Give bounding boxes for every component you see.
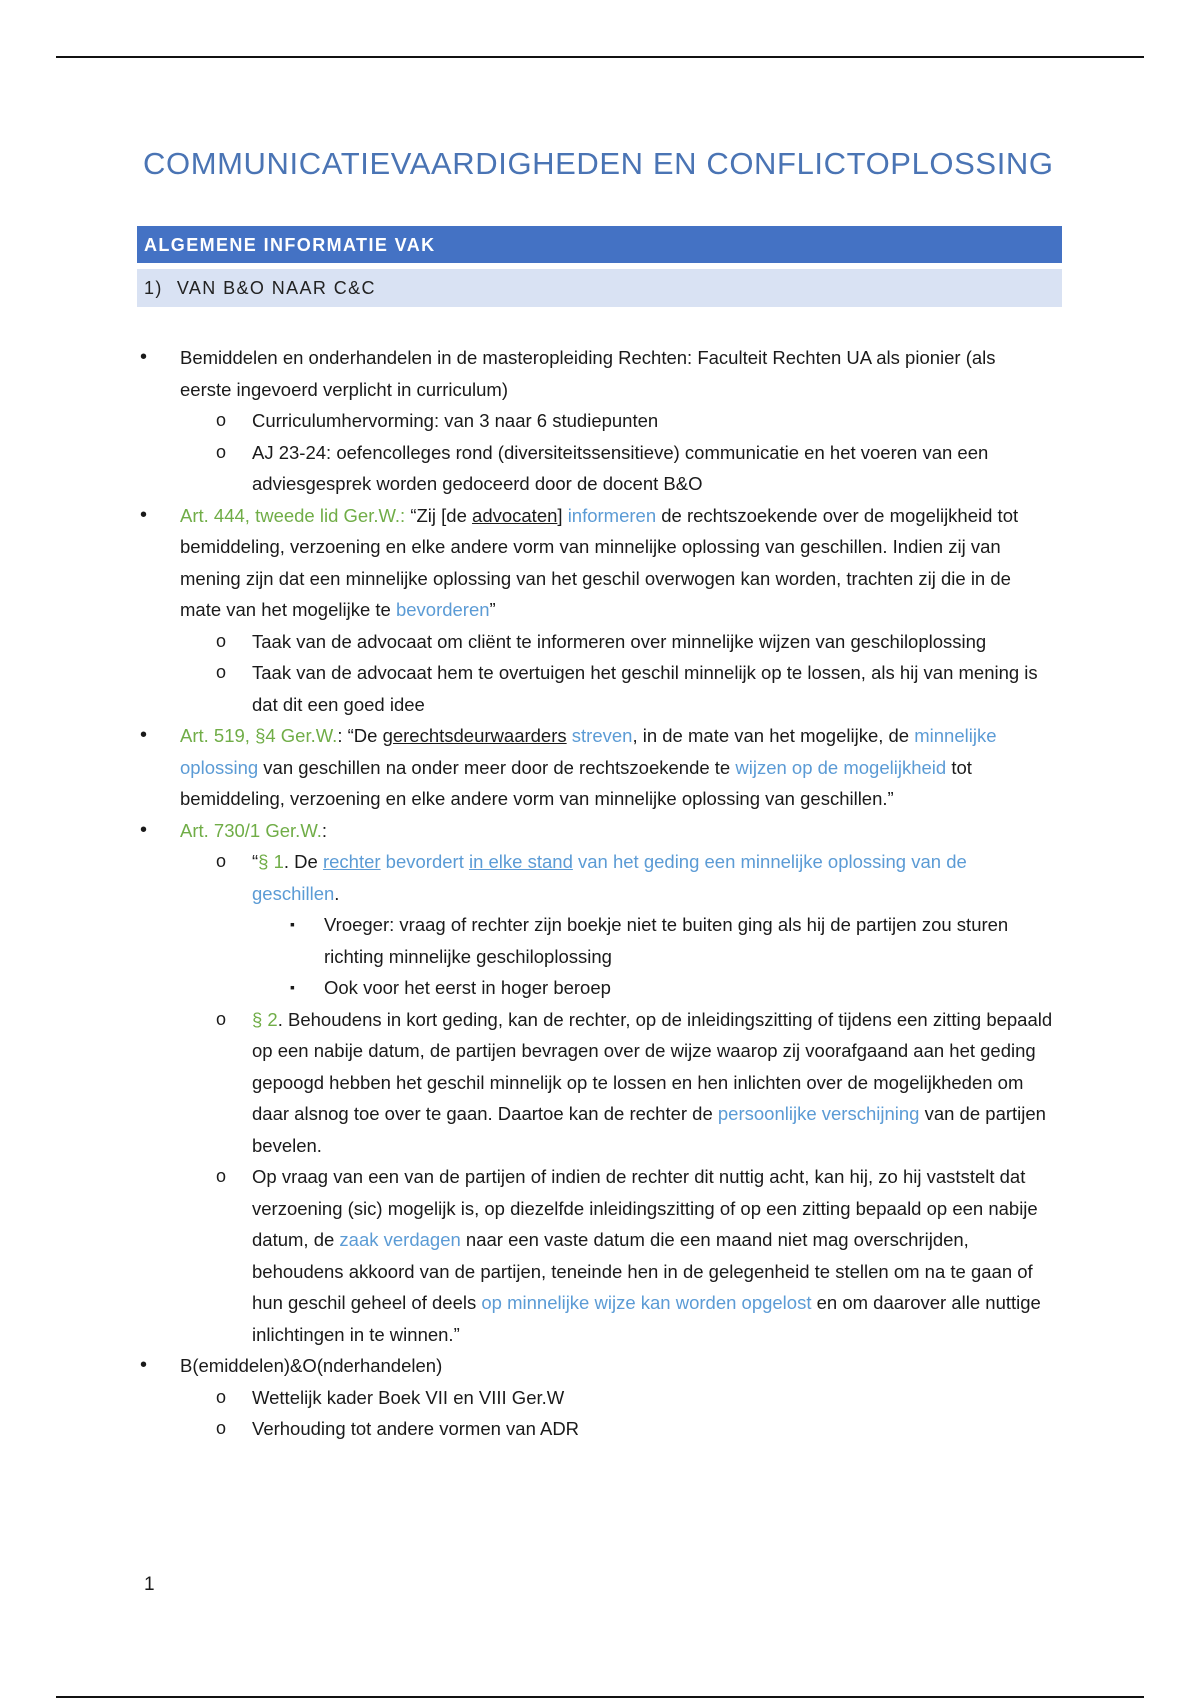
square-marker: ▪ xyxy=(290,979,295,995)
highlighted-term: informeren xyxy=(567,504,657,526)
item-text: B(emiddelen)&O(nderhandelen) xyxy=(180,1355,443,1376)
list-item xyxy=(0,500,1050,626)
item-text: AJ 23-24: oefencolleges rond (diversiteitssensitieve) communicatie en het voeren van een adviesgesprek worden gedoceerd door de docent B&O xyxy=(252,441,989,494)
underlined-term: gerechtsdeurwaarders xyxy=(382,725,567,746)
article-reference: Art. 444, tweede lid Ger.W.: xyxy=(180,504,406,526)
sub-sub-list-item xyxy=(0,972,1059,1004)
item-text: Curriculumhervorming: van 3 naar 6 studiepunten xyxy=(252,410,659,431)
item-text: Vroeger: vraag of rechter zijn boekje niet te buiten ging als hij de partijen zou sturen richting minnelijke geschiloplossing xyxy=(324,914,1009,967)
bullet-marker: • xyxy=(140,818,148,841)
bullet-marker: • xyxy=(140,503,148,526)
quote-text: van de partijen bevelen. xyxy=(252,1103,1046,1156)
circle-marker: o xyxy=(216,851,227,871)
quote-text: tot bemiddeling, verzoening en elke andere vorm van minnelijke oplossing van geschillen.” xyxy=(180,756,972,809)
quote-text: de rechtszoekende over de mogelijkheid tot bemiddeling, verzoening en elke andere vorm van minnelijke oplossing van geschillen. Indien zij van mening zijn dat een minnelijke oplossing van het geschil overwogen kan worden, trachten zij die in de mate van het mogelijke te xyxy=(180,504,1019,620)
circle-marker: o xyxy=(216,441,227,462)
heading-1: ALGEMENE INFORMATIE VAK xyxy=(137,226,1062,263)
document-title: COMMUNICATIEVAARDIGHEDEN EN CONFLICTOPLOSSING xyxy=(143,146,1054,181)
paragraph-reference: § 2 xyxy=(252,1008,278,1030)
highlighted-term: op minnelijke wijze kan worden opgelost xyxy=(481,1292,812,1313)
highlighted-term: wijzen op de mogelijkheid xyxy=(735,756,947,778)
circle-marker: o xyxy=(216,662,227,682)
list-item xyxy=(0,720,1050,815)
quote-text: en om daarover alle nuttige inlichtingen in te winnen.” xyxy=(252,1292,1041,1345)
list-item xyxy=(0,815,1050,847)
item-text: Wettelijk kader Boek VII en VIII Ger.W xyxy=(252,1386,565,1408)
quote-text: . De xyxy=(283,851,323,872)
sub-list-item xyxy=(0,1413,1057,1445)
bullet-marker: • xyxy=(140,724,148,746)
sub-list-item xyxy=(0,626,1057,658)
list-item xyxy=(0,1350,1050,1382)
circle-marker: o xyxy=(216,1166,227,1186)
sub-list-item xyxy=(0,1382,1057,1414)
item-text: Taak van de advocaat om cliënt te informeren over minnelijke wijzen van geschiloplossing xyxy=(252,630,987,652)
quote-text: naar een vaste datum die een maand niet mag overschrijden, behoudens akkoord van de partijen, teneinde hen in de gelegenheid te stellen om na te gaan of hun geschil geheel of deels xyxy=(252,1229,1033,1313)
highlighted-term: zaak verdagen xyxy=(339,1229,461,1250)
circle-marker: o xyxy=(216,630,227,651)
article-reference: Art. 519, §4 Ger.W. xyxy=(180,725,338,746)
page-number: 1 xyxy=(144,1574,155,1595)
highlighted-term: persoonlijke verschijning xyxy=(717,1103,920,1124)
paragraph-reference: § 1 xyxy=(258,851,284,872)
quote-text: , in de mate van het mogelijke, de xyxy=(632,725,915,746)
list-item xyxy=(0,342,1050,405)
highlighted-term: in elke stand xyxy=(468,851,573,872)
quote-text: . Behoudens in kort geding, kan de rechter, op de inleidingszitting of tijdens een zitting bepaald op een nabije datum, de partijen bevragen over de wijze waarop zij voorafgaand aan het geding gepoogd hebben het geschil minnelijk op te lossen en hen inlichten over de mogelijkheden om daar alsnog toe over te gaan. Daartoe kan de rechter de xyxy=(252,1008,1053,1124)
sub-sub-list-item xyxy=(0,909,1059,972)
sub-list-item xyxy=(0,1161,1057,1350)
sub-list-item xyxy=(0,1004,1057,1162)
body-content xyxy=(0,342,1200,1445)
bullet-marker: • xyxy=(140,1354,148,1376)
heading-2 xyxy=(137,269,1062,307)
header-rule xyxy=(56,56,1144,58)
sub-list-item xyxy=(0,846,1057,909)
item-text: Taak van de advocaat hem te overtuigen het geschil minnelijk op te lossen, als hij van mening is dat dit een goed idee xyxy=(252,662,1038,715)
item-text: Bemiddelen en onderhandelen in de masteropleiding Rechten: Faculteit Rechten UA als pionier (als eerste ingevoerd verplicht in curriculum) xyxy=(180,347,996,400)
heading-2-number: 1) xyxy=(144,278,163,298)
circle-marker: o xyxy=(216,1008,227,1029)
heading-2-text: VAN B&O NAAR C&C xyxy=(176,278,376,298)
circle-marker: o xyxy=(216,1386,227,1407)
bullet-marker: • xyxy=(140,346,148,368)
highlighted-term: bevorderen xyxy=(395,599,490,620)
quote-text: ] xyxy=(557,504,568,526)
article-reference: Art. 730/1 Ger.W. xyxy=(180,819,322,841)
square-marker: ▪ xyxy=(290,916,295,932)
sub-list-item xyxy=(0,657,1057,720)
item-text: Ook voor het eerst in hoger beroep xyxy=(324,977,611,998)
circle-marker: o xyxy=(216,1418,227,1438)
highlighted-term: rechter xyxy=(322,851,381,872)
circle-marker: o xyxy=(216,410,227,430)
quote-text: van geschillen na onder meer door de rechtszoekende te xyxy=(258,756,736,778)
underlined-term: advocaten xyxy=(472,504,558,526)
sub-list-item xyxy=(0,437,1057,500)
highlighted-term: minnelijke oplossing xyxy=(180,725,997,778)
item-text: Verhouding tot andere vormen van ADR xyxy=(252,1418,580,1439)
highlighted-term: van het geding een minnelijke oplossing van de geschillen xyxy=(252,851,967,904)
footer-rule xyxy=(56,1696,1144,1698)
highlighted-term: streven xyxy=(571,725,633,746)
highlighted-term: bevordert xyxy=(380,851,469,872)
quote-text: “ xyxy=(252,851,259,872)
quote-text: “Zij [de xyxy=(405,504,473,526)
quote-text: : xyxy=(321,819,328,841)
quote-text: : “De xyxy=(337,725,383,746)
quote-text: ” xyxy=(489,599,496,620)
quote-text: Op vraag van een van de partijen of indien de rechter dit nuttig acht, kan hij, zo hij vaststelt dat verzoening (sic) mogelijk is, op diezelfde inleidingszitting of op een zitting bepaald op een nabije datum, de xyxy=(252,1166,1038,1250)
sub-list-item xyxy=(0,405,1057,437)
quote-text: . xyxy=(334,882,340,904)
